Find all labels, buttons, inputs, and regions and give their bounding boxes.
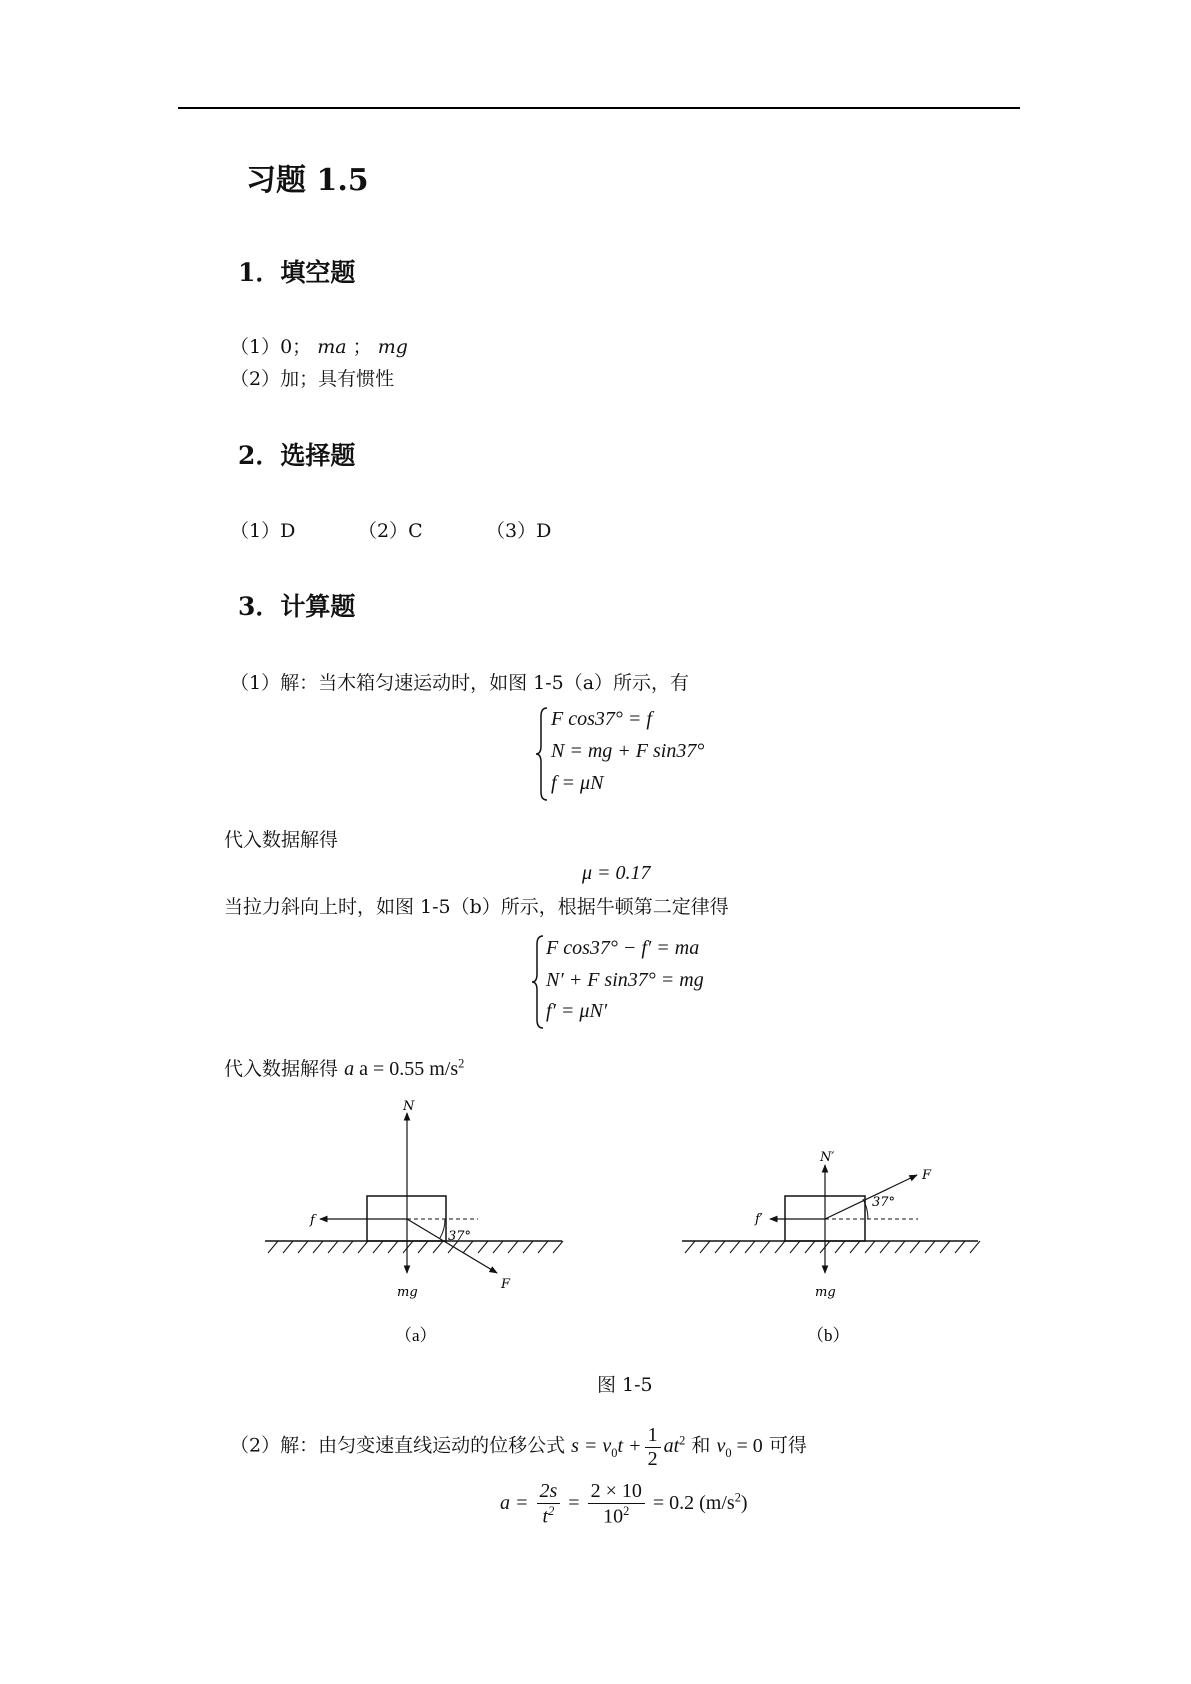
equation-brace-2 [530,934,546,1030]
problem-1-intro: （1）解：当木箱匀速运动时，如图 1-5（a）所示，有 [230,672,690,694]
substitution-line-2 [224,1054,464,1081]
section-2-heading: 2．选择题 [238,441,356,470]
formula-s-t: t + [617,1434,642,1457]
system-1-eq-2: N = mg + F sin37° [551,740,705,762]
label-angle-b: 37° [872,1195,896,1210]
header-rule [178,107,1020,109]
force-diagram-figure [250,1095,990,1345]
diagram-b [682,1150,980,1345]
label-f-b: f′ [755,1212,763,1227]
acc-frac2-den: 10 [603,1505,624,1528]
choice-answer-1: （1）D [230,520,296,542]
acc-fraction-2 [588,1480,645,1529]
label-F-a: F [501,1277,511,1292]
label-N-b: N′ [820,1150,835,1165]
applied-force-arrow-b [825,1175,917,1219]
acc-result: = 0.2 (m/s [652,1491,735,1514]
problem-2-end: 可得 [768,1434,807,1457]
acc-frac2-den-wrap: $10^2$ [603,1504,630,1528]
initial-velocity-formula: $v_0 = 0$ [716,1434,763,1460]
section-1-heading: 1．填空题 [238,258,356,287]
choice-answer-2: （2）C [358,520,423,542]
initial-velocity-value: = 0 [736,1434,763,1457]
label-F-b: F [922,1168,932,1183]
choice-answer-3: （3）D [486,520,552,542]
answer-1-1-sep: ； [352,336,372,358]
caption-a: （a） [395,1326,437,1345]
acc-frac1-num: 2s [537,1480,561,1504]
answer-1-1-ma: ma [317,336,347,358]
formula-half-num: 1 [645,1424,661,1448]
problem-2-and: 和 [691,1434,711,1457]
acc-frac1-den: t [542,1505,549,1528]
angle-arc-a [440,1219,445,1238]
equation-brace-1 [534,706,550,802]
formula-half-fraction [645,1424,661,1471]
mu-result: μ = 0.17 [582,862,651,884]
acceleration-value: a = 0.55 m/s [359,1058,459,1080]
ground-hatching-a [268,1241,563,1253]
system-1-eq-3: f = μN [551,772,604,794]
acc-close-paren: ) [740,1491,748,1514]
diagram-a [265,1099,563,1345]
problem-2-intro: （2）解：由匀变速直线运动的位移公式 [230,1434,566,1457]
figure-caption: 图 1-5 [597,1374,653,1396]
acc-lhs: a = [500,1491,529,1514]
acceleration-exponent: 2 [458,1056,465,1071]
system-2-eq-1: F cos37° − f′ = ma [546,937,700,959]
formula-s-at: at [663,1434,680,1457]
acc-fraction-1 [537,1480,561,1529]
acceleration-calculation: a = $\frac{2s}{t^2}$ = $\frac{2 \times 10}{10^2}$ = 0.2 $(m/s^2)$ [500,1480,748,1528]
answer-1-2: （2）加；具有惯性 [230,368,395,390]
displacement-formula: $s = v_0t$ + $\frac{1}{2}$ $at^2$ [571,1423,686,1470]
answer-1-1-mg: mg [377,336,408,358]
page-title: 习题 1.5 [246,163,369,198]
label-f-a: f [310,1213,315,1228]
formula-half-den: 2 [647,1447,658,1470]
substitution-text-1: 代入数据解得 [224,829,339,851]
problem-1-second-case: 当拉力斜向上时，如图 1-5（b）所示，根据牛顿第二定律得 [224,896,729,918]
acc-frac2-num: 2 × 10 [588,1480,645,1504]
section-3-heading: 3．计算题 [238,592,356,621]
answer-1-1-prefix: （1）0； [230,336,312,358]
acceleration-result: a a = 0.55 $m/s^2$ [344,1056,465,1080]
ground-hatching-b [685,1241,980,1253]
formula-s-lhs: s = v [571,1434,612,1457]
problem-2-intro-line [230,1415,807,1478]
label-mg-a: mg [397,1285,418,1300]
label-mg-b: mg [815,1285,836,1300]
substitution-text-2: 代入数据解得 [224,1058,339,1080]
caption-b: （b） [807,1326,850,1345]
system-2-eq-3: f′ = μN′ [546,1000,608,1022]
label-angle-a: 37° [448,1229,472,1244]
system-1-eq-1: F cos37° = f [551,708,652,730]
label-N-a: N [403,1099,415,1114]
acc-frac1-den-wrap: $t^2$ [542,1504,555,1528]
answer-1-1 [230,332,408,359]
system-2-eq-2: N′ + F sin37° = mg [546,969,704,991]
